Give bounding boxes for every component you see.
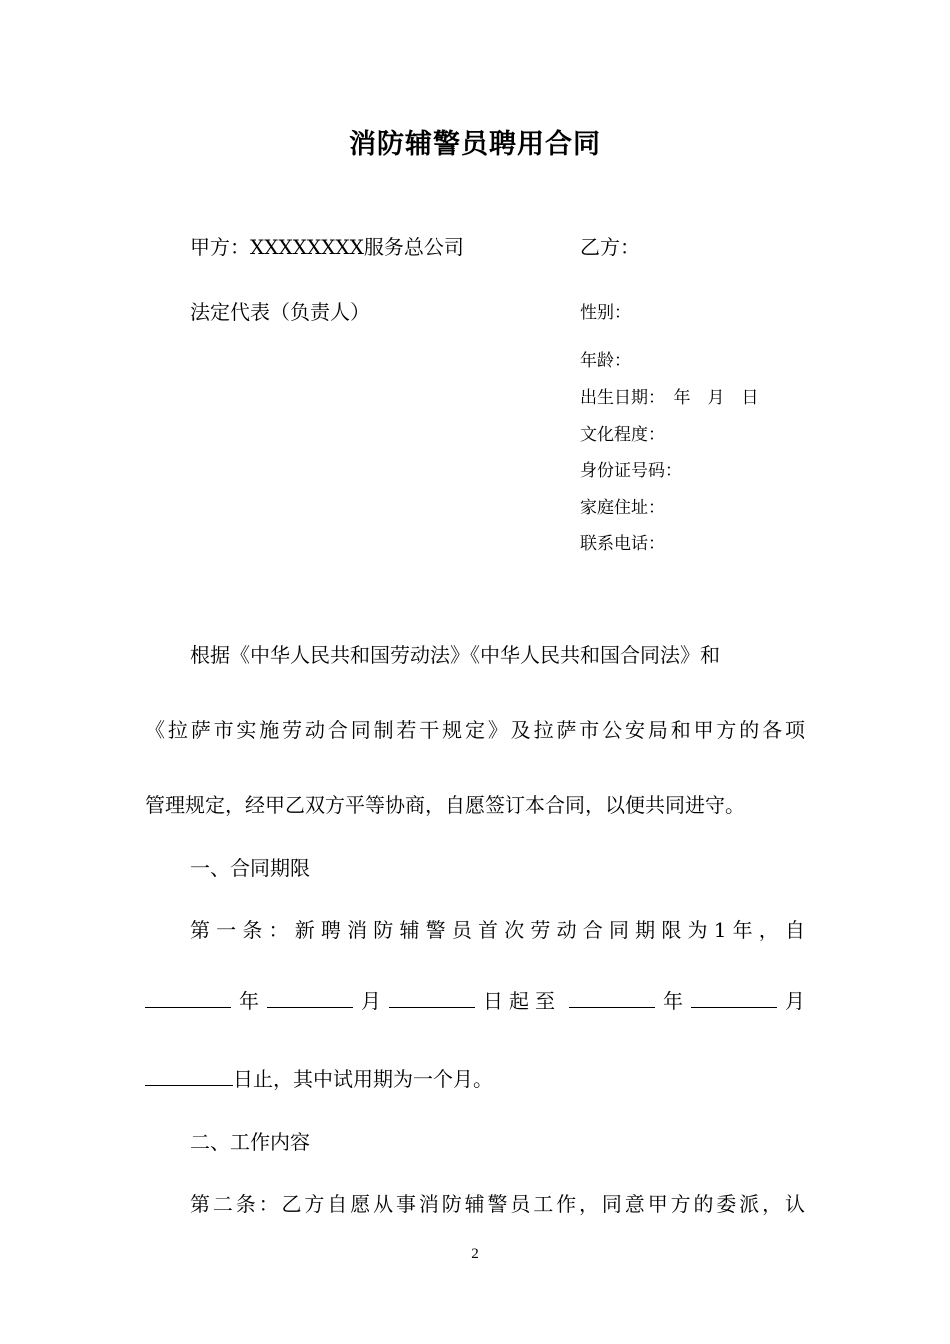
blank-line: [569, 989, 655, 1008]
section-2-heading: 二、工作内容: [190, 1130, 310, 1154]
party-b-age: 年龄：: [580, 351, 631, 371]
page-title: 消防辅警员聘用合同: [349, 129, 601, 160]
preamble-line-3: 管理规定，经甲乙双方平等协商，自愿签订本合同，以便共同进守。: [145, 793, 745, 817]
party-b-education: 文化程度：: [580, 425, 665, 445]
date-word-month: 月: [361, 989, 381, 1013]
article-1-line-1: 第一条：新聘消防辅警员首次劳动合同期限为1年，自: [190, 918, 805, 942]
preamble-line-2: 《拉萨市实施劳动合同制若干规定》及拉萨市公安局和甲方的各项: [145, 718, 805, 742]
party-b-address: 家庭住址：: [580, 498, 665, 518]
date-word-year: 年: [239, 989, 259, 1013]
article-2-line-1: 第二条：乙方自愿从事消防辅警员工作，同意甲方的委派，认: [190, 1192, 805, 1216]
party-b-label: 乙方：: [580, 235, 640, 259]
party-b-phone: 联系电话：: [580, 534, 665, 554]
blank-line: [691, 989, 777, 1008]
date-word-day-from: 日起至: [483, 989, 561, 1013]
preamble-line-1: 根据《中华人民共和国劳动法》《中华人民共和国合同法》和: [190, 643, 720, 667]
page-number: 2: [471, 1246, 479, 1262]
blank-line: [145, 989, 231, 1008]
party-b-id-number: 身份证号码：: [580, 461, 682, 481]
party-b-gender: 性别：: [580, 303, 631, 323]
article-1-line-3-text: 日止，其中试用期为一个月。: [233, 1067, 493, 1091]
blank-line: [145, 1067, 233, 1086]
party-a-representative: 法定代表（负责人）: [190, 300, 370, 324]
date-word-month-2: 月: [785, 989, 805, 1013]
party-a-label: 甲方：XXXXXXXX服务总公司: [190, 235, 464, 259]
party-b-birth-date: 出生日期： 年 月 日: [580, 388, 759, 408]
article-1-line-3: [145, 1063, 493, 1092]
blank-line: [267, 989, 353, 1008]
blank-line: [389, 989, 475, 1008]
section-1-heading: 一、合同期限: [190, 856, 310, 880]
article-1-date-row: [145, 985, 805, 1014]
date-word-year-2: 年: [663, 989, 683, 1013]
